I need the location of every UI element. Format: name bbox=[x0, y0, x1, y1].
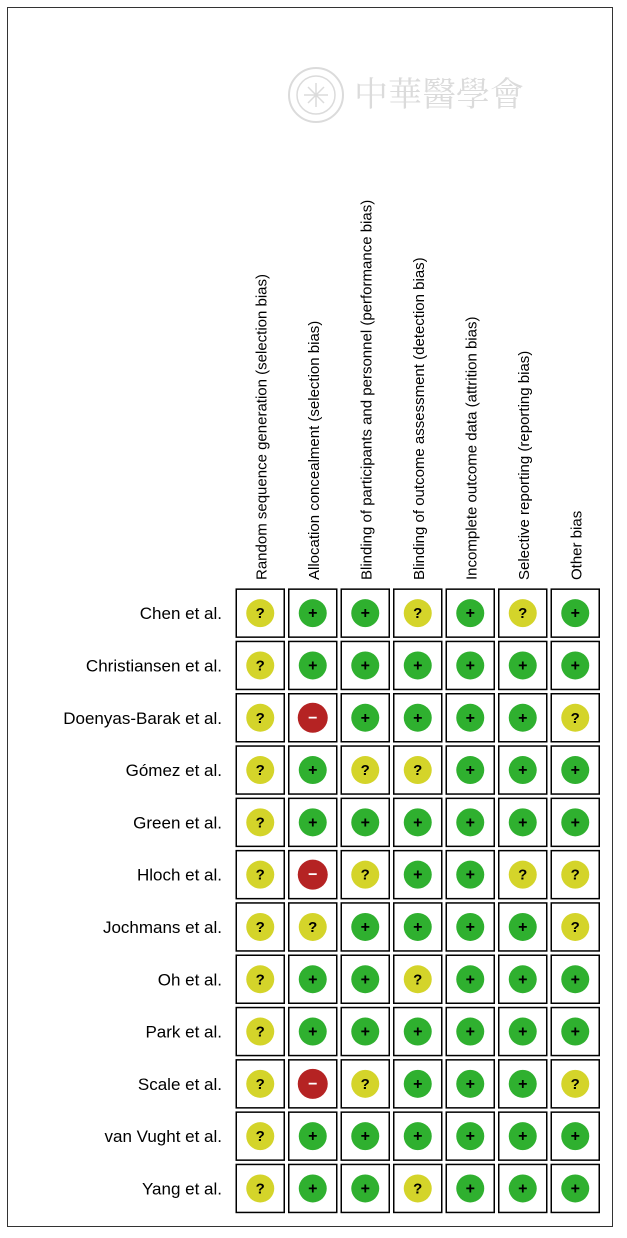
domain-label: Blinding of participants and personnel (performance bias) bbox=[358, 199, 376, 580]
judgement-symbol: ? bbox=[255, 814, 265, 832]
judgement-symbol: + bbox=[570, 657, 580, 675]
judgement-symbol: + bbox=[465, 1128, 475, 1146]
study-label: Chen et al. bbox=[139, 604, 222, 624]
judgement-symbol: + bbox=[360, 814, 370, 832]
judgement-symbol: ? bbox=[570, 866, 580, 884]
judgement-symbol: + bbox=[518, 762, 528, 780]
judgement-symbol: + bbox=[308, 762, 318, 780]
judgement-symbol: ? bbox=[518, 866, 528, 884]
judgement-symbol: + bbox=[570, 814, 580, 832]
study-label: Oh et al. bbox=[157, 970, 222, 990]
judgement-symbol: + bbox=[518, 1023, 528, 1041]
judgement-symbol: + bbox=[518, 1180, 528, 1198]
judgement-symbol: ? bbox=[255, 1075, 265, 1093]
judgement-symbol: + bbox=[308, 605, 318, 623]
judgement-symbol: ? bbox=[570, 709, 580, 727]
judgement-symbol: + bbox=[413, 866, 423, 884]
judgement-symbol: ? bbox=[413, 605, 423, 623]
judgement-symbol: − bbox=[308, 709, 318, 727]
study-label: Christiansen et al. bbox=[85, 656, 222, 676]
study-label: Hloch et al. bbox=[136, 865, 222, 885]
study-label: van Vught et al. bbox=[104, 1127, 222, 1147]
judgement-symbol: ? bbox=[360, 1075, 370, 1093]
judgement-symbol: + bbox=[413, 1075, 423, 1093]
judgement-symbol: + bbox=[413, 1023, 423, 1041]
judgement-symbol: + bbox=[360, 709, 370, 727]
judgement-symbol: + bbox=[570, 1180, 580, 1198]
domain-label: Random sequence generation (selection bias) bbox=[253, 273, 271, 580]
judgement-symbol: + bbox=[465, 814, 475, 832]
study-label: Doenyas-Barak et al. bbox=[63, 708, 222, 728]
judgement-symbol: + bbox=[518, 918, 528, 936]
domain-label: Incomplete outcome data (attrition bias) bbox=[463, 316, 481, 580]
judgement-symbol: ? bbox=[360, 866, 370, 884]
judgement-symbol: + bbox=[518, 657, 528, 675]
judgement-symbol: + bbox=[465, 657, 475, 675]
judgement-symbol: ? bbox=[413, 762, 423, 780]
judgement-symbol: + bbox=[413, 709, 423, 727]
judgement-symbol: ? bbox=[255, 918, 265, 936]
judgement-symbol: + bbox=[518, 1075, 528, 1093]
judgement-symbol: ? bbox=[255, 709, 265, 727]
domain-label: Allocation concealment (selection bias) bbox=[305, 320, 323, 580]
judgement-symbol: + bbox=[308, 814, 318, 832]
watermark-text: 中華醫學會 bbox=[354, 75, 524, 115]
judgement-symbol: + bbox=[570, 971, 580, 989]
judgement-symbol: ? bbox=[255, 762, 265, 780]
judgement-symbol: + bbox=[360, 971, 370, 989]
judgement-symbol: + bbox=[360, 605, 370, 623]
judgement-symbol: + bbox=[308, 1023, 318, 1041]
judgement-symbol: + bbox=[465, 1180, 475, 1198]
judgement-symbol: + bbox=[465, 1075, 475, 1093]
judgement-symbol: + bbox=[570, 1128, 580, 1146]
judgement-symbol: + bbox=[360, 657, 370, 675]
judgement-symbol: ? bbox=[255, 971, 265, 989]
judgement-symbol: + bbox=[360, 1023, 370, 1041]
judgement-symbol: + bbox=[465, 1023, 475, 1041]
study-label: Yang et al. bbox=[141, 1179, 222, 1199]
judgement-symbol: + bbox=[570, 1023, 580, 1041]
judgement-symbol: + bbox=[465, 971, 475, 989]
judgement-symbol: ? bbox=[413, 971, 423, 989]
judgement-symbol: + bbox=[308, 657, 318, 675]
judgement-symbol: ? bbox=[255, 1128, 265, 1146]
study-label: Green et al. bbox=[133, 813, 222, 833]
judgement-symbol: ? bbox=[255, 1023, 265, 1041]
judgement-symbol: + bbox=[360, 1128, 370, 1146]
judgement-symbol: ? bbox=[518, 605, 528, 623]
judgement-symbol: + bbox=[308, 1128, 318, 1146]
study-label: Gómez et al. bbox=[125, 761, 222, 781]
judgement-symbol: + bbox=[518, 971, 528, 989]
judgement-symbol: + bbox=[360, 918, 370, 936]
judgement-symbol: + bbox=[570, 762, 580, 780]
judgement-symbol: + bbox=[413, 918, 423, 936]
judgement-grid bbox=[236, 589, 599, 1212]
judgement-symbol: + bbox=[465, 605, 475, 623]
judgement-symbol: + bbox=[570, 605, 580, 623]
domain-label: Blinding of outcome assessment (detection bias) bbox=[410, 257, 428, 580]
judgement-symbol: + bbox=[465, 709, 475, 727]
study-label: Jochmans et al. bbox=[102, 917, 222, 937]
domain-label: Other bias bbox=[568, 510, 586, 580]
judgement-symbol: ? bbox=[360, 762, 370, 780]
study-label: Park et al. bbox=[145, 1022, 222, 1042]
judgement-symbol: + bbox=[518, 1128, 528, 1146]
judgement-symbol: − bbox=[308, 1075, 318, 1093]
judgement-symbol: + bbox=[413, 1128, 423, 1146]
domain-labels bbox=[253, 200, 585, 580]
judgement-symbol: + bbox=[413, 657, 423, 675]
judgement-symbol: ? bbox=[308, 918, 318, 936]
judgement-symbol: ? bbox=[255, 657, 265, 675]
judgement-symbol: + bbox=[465, 866, 475, 884]
judgement-symbol: ? bbox=[570, 1075, 580, 1093]
domain-label: Selective reporting (reporting bias) bbox=[515, 350, 533, 580]
judgement-symbol: − bbox=[308, 866, 318, 884]
judgement-symbol: ? bbox=[255, 1180, 265, 1198]
judgement-symbol: + bbox=[465, 762, 475, 780]
study-labels bbox=[63, 604, 222, 1198]
judgement-symbol: + bbox=[518, 709, 528, 727]
judgement-symbol: + bbox=[413, 814, 423, 832]
study-label: Scale et al. bbox=[137, 1074, 222, 1094]
judgement-symbol: ? bbox=[255, 866, 265, 884]
judgement-symbol: + bbox=[518, 814, 528, 832]
judgement-symbol: + bbox=[308, 971, 318, 989]
judgement-symbol: ? bbox=[570, 918, 580, 936]
judgement-symbol: + bbox=[360, 1180, 370, 1198]
judgement-symbol: ? bbox=[255, 605, 265, 623]
judgement-symbol: + bbox=[465, 918, 475, 936]
judgement-symbol: + bbox=[308, 1180, 318, 1198]
judgement-symbol: ? bbox=[413, 1180, 423, 1198]
